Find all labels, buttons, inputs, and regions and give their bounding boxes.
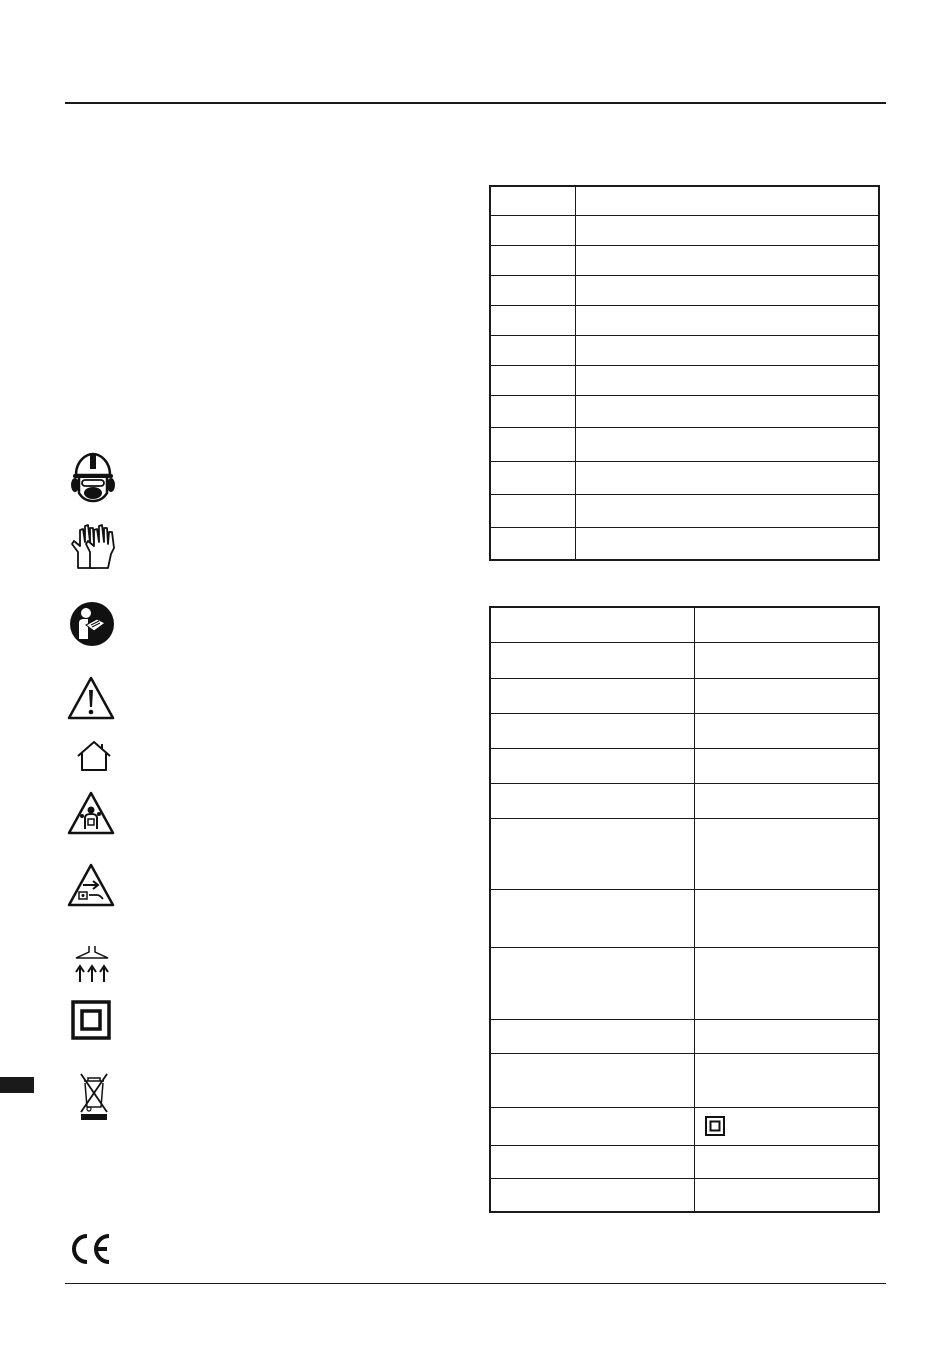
table-cell: [490, 427, 576, 461]
table-cell: [490, 889, 695, 947]
table-row: [490, 678, 879, 713]
table-cell: [576, 335, 880, 365]
table-row: [490, 186, 879, 215]
class-ii-double-insulation-icon: [71, 1000, 111, 1040]
table-row: [490, 275, 879, 305]
table-row: [490, 947, 879, 1019]
table-cell: [695, 1019, 880, 1053]
table-cell: [695, 713, 880, 748]
class-ii-double-insulation-icon: [705, 1116, 725, 1136]
table-cell: [576, 305, 880, 335]
table-cell: [576, 245, 880, 275]
table-cell: [490, 713, 695, 748]
table-cell: [490, 365, 576, 395]
table-cell: [695, 889, 880, 947]
table-cell: [695, 818, 880, 889]
table-cell: [695, 1178, 880, 1212]
flying-debris-icon: [67, 863, 115, 907]
table-cell: [576, 427, 880, 461]
table-cell: [695, 607, 880, 642]
table-row: [490, 1053, 879, 1107]
table-row: [490, 818, 879, 889]
table-cell: [576, 186, 880, 215]
table-row: [490, 215, 879, 245]
table-row: [490, 713, 879, 748]
keep-bystanders-away-icon: [67, 791, 115, 835]
top-rule: [65, 102, 886, 104]
table-cell: [576, 365, 880, 395]
table-row: [490, 1107, 879, 1145]
table-cell: [490, 215, 576, 245]
table-cell: [490, 678, 695, 713]
table-row: [490, 607, 879, 642]
table-row: [490, 748, 879, 783]
table-cell: [490, 305, 576, 335]
table-cell: [490, 1178, 695, 1212]
protective-gear-icon: [70, 451, 116, 503]
table-cell: [490, 461, 576, 494]
read-manual-icon: [69, 601, 115, 647]
table-cell: [576, 527, 880, 560]
table-row: [490, 1019, 879, 1053]
table-row: [490, 395, 879, 427]
table-b: [489, 606, 880, 1213]
table-cell: [576, 461, 880, 494]
table-cell: [490, 1019, 695, 1053]
table-cell: [576, 275, 880, 305]
table-cell: [695, 642, 880, 678]
table-cell: [576, 215, 880, 245]
table-cell: [490, 607, 695, 642]
table-cell: [490, 494, 576, 527]
table-cell: [490, 275, 576, 305]
table-cell: [576, 494, 880, 527]
table-cell: [695, 1053, 880, 1107]
table-a: [489, 185, 880, 561]
table-cell: [695, 1145, 880, 1178]
table-row: [490, 1145, 879, 1178]
dust-extraction-icon: [73, 944, 111, 984]
table-cell: [490, 1053, 695, 1107]
table-row: [490, 1178, 879, 1212]
table-cell: [490, 748, 695, 783]
indoor-use-icon: [74, 740, 114, 772]
table-row: [490, 642, 879, 678]
side-tab: [0, 1077, 34, 1093]
table-cell: [490, 947, 695, 1019]
table-cell: [490, 642, 695, 678]
table-row: [490, 305, 879, 335]
table-row: [490, 461, 879, 494]
table-row: [490, 889, 879, 947]
bottom-rule: [65, 1283, 886, 1284]
table-row: [490, 365, 879, 395]
table-cell: [490, 186, 576, 215]
table-cell: [576, 395, 880, 427]
table-cell: [490, 527, 576, 560]
table-cell: [695, 1107, 880, 1145]
table-row: [490, 245, 879, 275]
table-cell: [490, 1107, 695, 1145]
table-row: [490, 527, 879, 560]
table-row: [490, 335, 879, 365]
weee-crossed-bin-icon: [78, 1071, 110, 1121]
table-cell: [695, 783, 880, 818]
ce-mark-icon: [67, 1232, 113, 1271]
table-cell: [695, 947, 880, 1019]
table-cell: [490, 335, 576, 365]
warning-triangle-icon: [67, 676, 115, 720]
table-row: [490, 494, 879, 527]
table-cell: [490, 1145, 695, 1178]
table-row: [490, 783, 879, 818]
table-cell: [695, 748, 880, 783]
table-cell: [490, 818, 695, 889]
table-cell: [490, 395, 576, 427]
gloves-icon: [68, 522, 118, 572]
table-cell: [490, 245, 576, 275]
table-cell: [490, 783, 695, 818]
table-cell: [695, 678, 880, 713]
table-row: [490, 427, 879, 461]
